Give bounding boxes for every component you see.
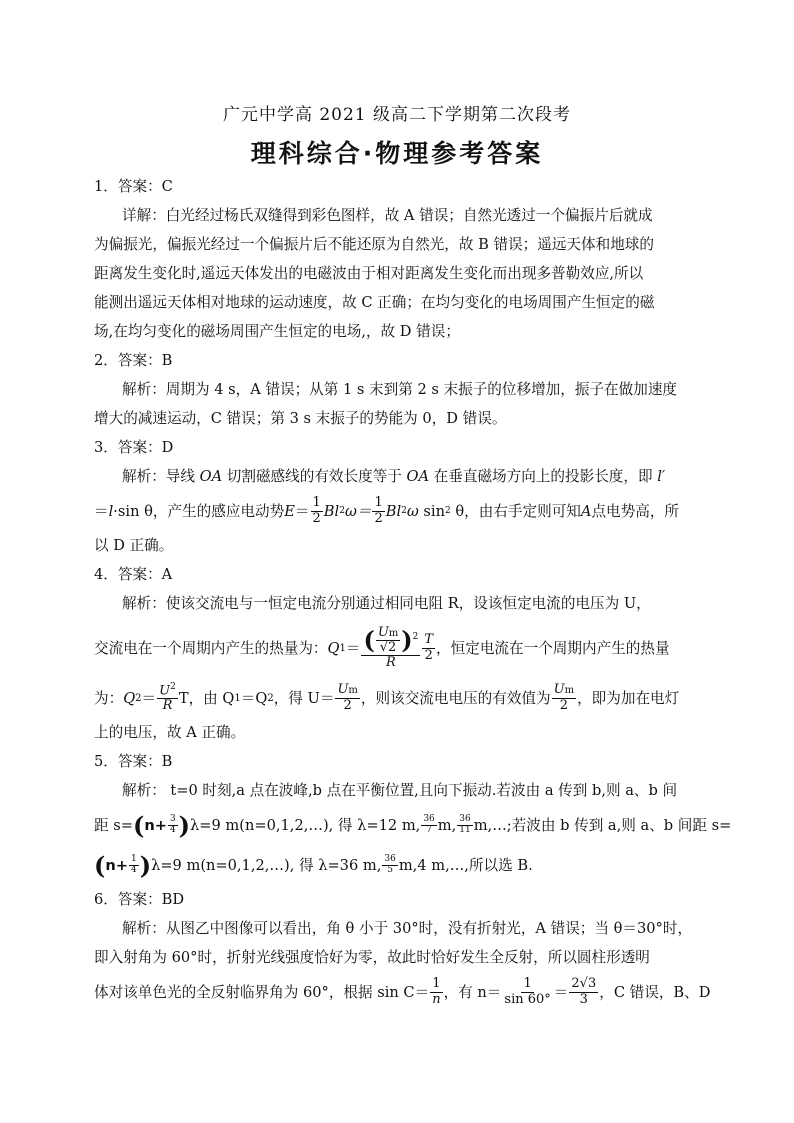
q1-line: 场,在均匀变化的磁场周围产生恒定的电场,，故 D 错误； [94,323,460,340]
fraction: $\frac{36}{7}$ [423,813,435,835]
q2-answer: 2．答案：B [94,352,173,369]
q6-line: 解析：从图乙中图像可以看出，角 θ 小于 30°时，没有折射光，A 错误；当 θ＝30°时， [122,920,693,937]
q3-line: 解析：导线 OA 切割磁感线的有效长度等于 OA 在垂直磁场方向上的投影长度，即 l′ [122,468,666,485]
fraction: $\frac{1}{2}$ [312,495,321,526]
fraction: $\frac{2√3}{3}$ [571,976,597,1007]
q1-line: 详解：白光经过杨氏双缝得到彩色图样，故 A 错误；自然光透过一个偏振片后就成 [122,207,653,224]
fraction: $\frac{36}{11}$ [459,813,471,835]
q4-line: 上的电压，故 A 正确。 [94,724,246,741]
q6-line: 即入射角为 60°时，折射光线强度恰好为零，故此时恰好发生全反射，所以圆柱形透明 [94,949,650,966]
q3-answer: 3．答案：D [94,439,174,456]
fraction: $\frac{T}{2}$ [424,632,434,663]
page-title: 理科综合·物理参考答案 [250,139,544,168]
fraction: $\frac{3}{4}$ [169,813,176,835]
q5-formula-line: ( n + $\frac{1}{4}$ ) λ=9 m(n=0,1,2,…), 得 λ=36 m, $\frac{36}{5}$ m,4 m,…,所以选 B. [94,850,533,880]
q4-formula-line: 为： Q 2 ＝ $\frac{U^2}{R}$ T，由 Q 1 ＝Q 2 ，得 U＝ $\frac{Um}{2}$ ，则该交流电电压的有效值为 $\frac{Um}{2}$ ，即为加在电灯 [94,681,680,714]
fraction: $\frac{36}{5}$ [384,853,396,875]
q1-line: 距离发生变化时,遥远天体发出的电磁波由于相对距离发生变化而出现多普勒效应,所以 [94,265,644,282]
fraction: $\frac{Um}{2}$ [337,682,358,713]
q4-line: 解析：使该交流电与一恒定电流分别通过相同电阻 R，设该恒定电流的电压为 U， [122,595,651,612]
fraction: $\frac{1}{\sin 60^\circ}$ [504,976,551,1007]
q5-answer: 5．答案：B [94,753,173,770]
q6-answer: 6．答案：BD [94,891,185,908]
q1-line: 能测出遥远天体相对地球的运动速度，故 C 正确；在均匀变化的电场周围产生恒定的磁 [94,294,655,311]
q2-line: 解析：周期为 4 s，A 错误；从第 1 s 末到第 2 s 末振子的位移增加，振子在做加速度 [122,381,678,398]
school-header: 广元中学高 2021 级高二下学期第二次段考 [222,105,572,125]
fraction: $\frac{1}{2}$ [374,495,383,526]
q1-answer: 1．答案：C [94,178,173,195]
answer-body [94,156,732,1012]
q3-formula-line: ＝ l ·sin θ，产生的感应电动势 E ＝ $\frac{1}{2}$ Bl 2 ω＝ $\frac{1}{2}$ Bl 2 ω sin 2 θ，由右手定则可知 A 点电势高，所 [94,495,680,526]
q2-line: 增大的减速运动，C 错误；第 3 s 末振子的势能为 0，D 错误。 [94,410,507,427]
q5-line: 解析： t=0 时刻,a 点在波峰,b 点在平衡位置,且向下振动.若波由 a 传到 b,则 a、b 间 [122,782,678,799]
fraction: $\frac{1}{4}$ [130,853,137,875]
q5-formula-line: 距 s= ( n + $\frac{3}{4}$ ) λ=9 m(n=0,1,2,…), 得 λ=12 m, $\frac{36}{7}$ m, $\frac{36}{11}$ m,…;若波由 b 传到 a,则 a、b 间距 s= [94,810,732,840]
q1-line: 为偏振光，偏振光经过一个偏振片后不能还原为自然光，故 B 错误；遥远天体和地球的 [94,236,654,253]
q4-formula-line: 交流电在一个周期内产生的热量为： Q 1 ＝ ( $\frac{Um}{√2}$ )$^2$ R $\frac{T}{2}$ ，恒定电流在一个周期内产生的热量 [94,624,670,671]
q3-line: 以 D 正确。 [94,537,174,554]
fraction: ( $\frac{Um}{√2}$ )$^2$ R [363,624,419,671]
fraction: $\frac{Um}{2}$ [553,682,575,713]
q6-formula-line: 体对该单色光的全反射临界角为 60°，根据 sin C＝ $\frac{1}{n}$ ，有 n＝ $\frac{1}{\sin 60^\circ}$ ＝ $\frac{2√3}{3}$ ，C 错误，B、D [94,976,711,1007]
fraction: $\frac{1}{n}$ [432,976,441,1007]
q4-answer: 4．答案：A [94,566,173,583]
fraction: $\frac{U^2}{R}$ [159,681,176,714]
